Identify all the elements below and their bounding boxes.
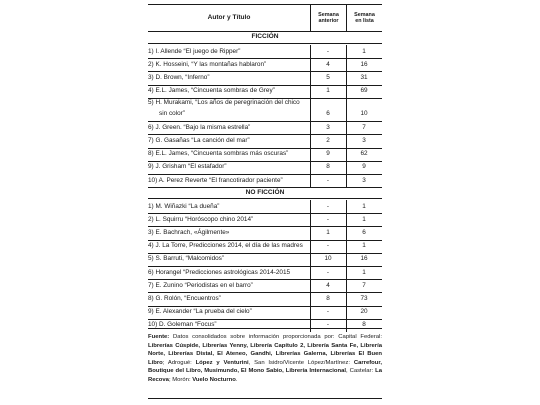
table-header xyxy=(148,4,382,32)
book-title-continued: sin color” xyxy=(159,109,185,117)
prev-week-value: 1 xyxy=(326,87,330,95)
weeks-listed-value: 10 xyxy=(360,109,368,117)
weeks-listed-value: 1 xyxy=(362,47,366,55)
prev-week-value: - xyxy=(326,202,330,210)
weeks-listed-value: 62 xyxy=(360,150,368,158)
header-prev-line1: Semana xyxy=(318,11,339,18)
weeks-listed-value: 16 xyxy=(360,255,368,263)
source-bold-5: Vuelo Nocturno xyxy=(192,376,236,383)
book-title: 7) G. Gasañas “La canción del mar” xyxy=(148,136,250,144)
book-title: 10) D. Goleman “Focus” xyxy=(148,321,217,329)
weeks-listed-value: 7 xyxy=(362,123,366,131)
book-title: 10) A. Perez Reverte “El francotirador paciente” xyxy=(148,176,283,184)
source-mid-2: , San Isidro/Vicente López/Martínez: xyxy=(248,359,354,366)
column-divider xyxy=(310,200,311,332)
book-title: 9) E. Alexander “La prueba del cielo” xyxy=(148,308,252,316)
book-entry xyxy=(148,164,308,170)
header-weeks-listed xyxy=(346,5,382,31)
book-title: 5) S. Barruti, “Malcomidos” xyxy=(148,255,224,263)
prev-week-value: 1 xyxy=(326,228,330,236)
column-divider xyxy=(310,45,311,187)
book-title: 9) J. Grisham “El estafador” xyxy=(148,163,227,171)
book-entry xyxy=(148,256,308,262)
prev-week-value: 8 xyxy=(326,294,330,302)
prev-week-value: 8 xyxy=(326,163,330,171)
header-title: Autor y Título xyxy=(207,13,251,21)
book-entry xyxy=(148,49,308,55)
book-title: 3) D. Brown, “Inferno” xyxy=(148,73,210,81)
source-bold-4: La Recova xyxy=(148,368,382,383)
source-bold-1: Librerías Cúspide, Librerías Yenny, Librería Capítulo 2, Librería Santa Fe, Librería Norte, Librerías Distal, El Ateneo, Gandhi, Librerías Galerna, Librerías El Buen Libro xyxy=(148,342,382,366)
weeks-listed-value: 73 xyxy=(360,294,368,302)
book-title: 6) J. Green. “Bajo la misma estrella” xyxy=(148,123,251,131)
weeks-listed-value: 1 xyxy=(362,215,366,223)
prev-week-value: 3 xyxy=(326,123,330,131)
book-title: 8) E.L. James, “Cincuenta sombras más oscuras” xyxy=(148,150,289,158)
section-fiction: FICCIÓN xyxy=(148,32,382,44)
prev-week-value: - xyxy=(326,268,330,276)
book-entry xyxy=(148,151,308,157)
prev-week-value: - xyxy=(326,176,330,184)
book-entry xyxy=(148,283,308,289)
weeks-listed-value: 3 xyxy=(362,176,366,184)
header-prev-week xyxy=(310,5,346,31)
bottom-rule xyxy=(148,398,382,399)
weeks-listed-value: 8 xyxy=(362,321,366,329)
prev-week-value: 2 xyxy=(326,136,330,144)
book-entry xyxy=(148,62,308,68)
book-title: 5) H. Murakami, “Los años de peregrinación del chico xyxy=(148,99,300,107)
weeks-listed-value: 7 xyxy=(362,281,366,289)
weeks-listed-value: 6 xyxy=(362,228,366,236)
weeks-listed-value: 20 xyxy=(360,308,368,316)
book-title: 1) I. Allende “El juego de Ripper” xyxy=(148,47,241,55)
weeks-listed-value: 1 xyxy=(362,242,366,250)
prev-week-value: - xyxy=(326,242,330,250)
book-title: 4) J. La Torre, Predicciones 2014, el día de las madres xyxy=(148,242,303,250)
prev-week-value: - xyxy=(326,321,330,329)
book-entry xyxy=(148,138,308,144)
book-title: 2) K. Hosseini, “Y las montañas hablaron” xyxy=(148,60,267,68)
source-bold-3: Carrefour, Boutique del Libro, Musimundo, El Mono Sabio, Librería Internacional xyxy=(148,359,382,375)
book-title: 4) E.L. James, “Cincuenta sombras de Grey” xyxy=(148,87,275,95)
source-mid-4: ; Morón: xyxy=(168,376,193,383)
prev-week-value: 4 xyxy=(326,281,330,289)
header-weeks-line1: Semana xyxy=(354,11,375,18)
weeks-listed-value: 1 xyxy=(362,268,366,276)
prev-week-value: 6 xyxy=(326,109,330,117)
book-entry xyxy=(148,100,308,117)
column-divider xyxy=(346,45,347,187)
prev-week-value: - xyxy=(326,308,330,316)
weeks-listed-value: 16 xyxy=(360,60,368,68)
source-bold-2: López y Venturini xyxy=(195,359,249,366)
book-title: 2) L. Squirru “Horóscopo chino 2014” xyxy=(148,215,254,223)
book-entry xyxy=(148,204,308,210)
source-mid-1: ; Adrogué: xyxy=(162,359,196,366)
book-title: 6) Horangel “Predicciones astrológicas 2014-2015 xyxy=(148,268,291,276)
source-label: Fuente: xyxy=(148,334,170,340)
header-prev-line2: anterior xyxy=(318,18,339,24)
book-title: 8) G. Rolón, “Encuentros” xyxy=(148,294,221,302)
prev-week-value: - xyxy=(326,47,330,55)
book-entry xyxy=(148,270,308,276)
prev-week-value: 4 xyxy=(326,60,330,68)
bestseller-table xyxy=(148,4,382,401)
book-title: 1) M. Wiñazki “La dueña” xyxy=(148,202,220,210)
book-entry xyxy=(148,75,308,81)
prev-week-value: 9 xyxy=(326,150,330,158)
weeks-listed-value: 1 xyxy=(362,202,366,210)
prev-week-value: - xyxy=(326,215,330,223)
book-entry xyxy=(148,243,308,249)
weeks-listed-value: 69 xyxy=(360,87,368,95)
source-intro: Datos consolidados sobre información proporcionada por: Capital Federal: xyxy=(169,334,382,340)
weeks-listed-value: 31 xyxy=(360,73,368,81)
weeks-listed-value: 9 xyxy=(362,163,366,171)
book-title: 3) E. Bachrach, «Ágilmente» xyxy=(148,228,230,236)
book-entry xyxy=(148,309,308,315)
prev-week-value: 5 xyxy=(326,73,330,81)
book-entry xyxy=(148,125,308,131)
source-note xyxy=(148,328,382,384)
column-divider xyxy=(346,200,347,332)
prev-week-value: 10 xyxy=(324,255,332,263)
book-entry xyxy=(148,296,308,302)
book-entry xyxy=(148,178,308,184)
section-nonfiction: NO FICCIÓN xyxy=(148,187,382,199)
header-weeks-line2: en lista xyxy=(355,18,374,24)
book-entry xyxy=(148,217,308,223)
book-entry xyxy=(148,230,308,236)
source-end: . xyxy=(235,376,238,383)
weeks-listed-value: 3 xyxy=(362,136,366,144)
source-mid-3: , Castelar: xyxy=(345,368,376,375)
book-title: 7) E. Zunino “Periodistas en el barro” xyxy=(148,281,253,289)
book-entry xyxy=(148,88,308,94)
